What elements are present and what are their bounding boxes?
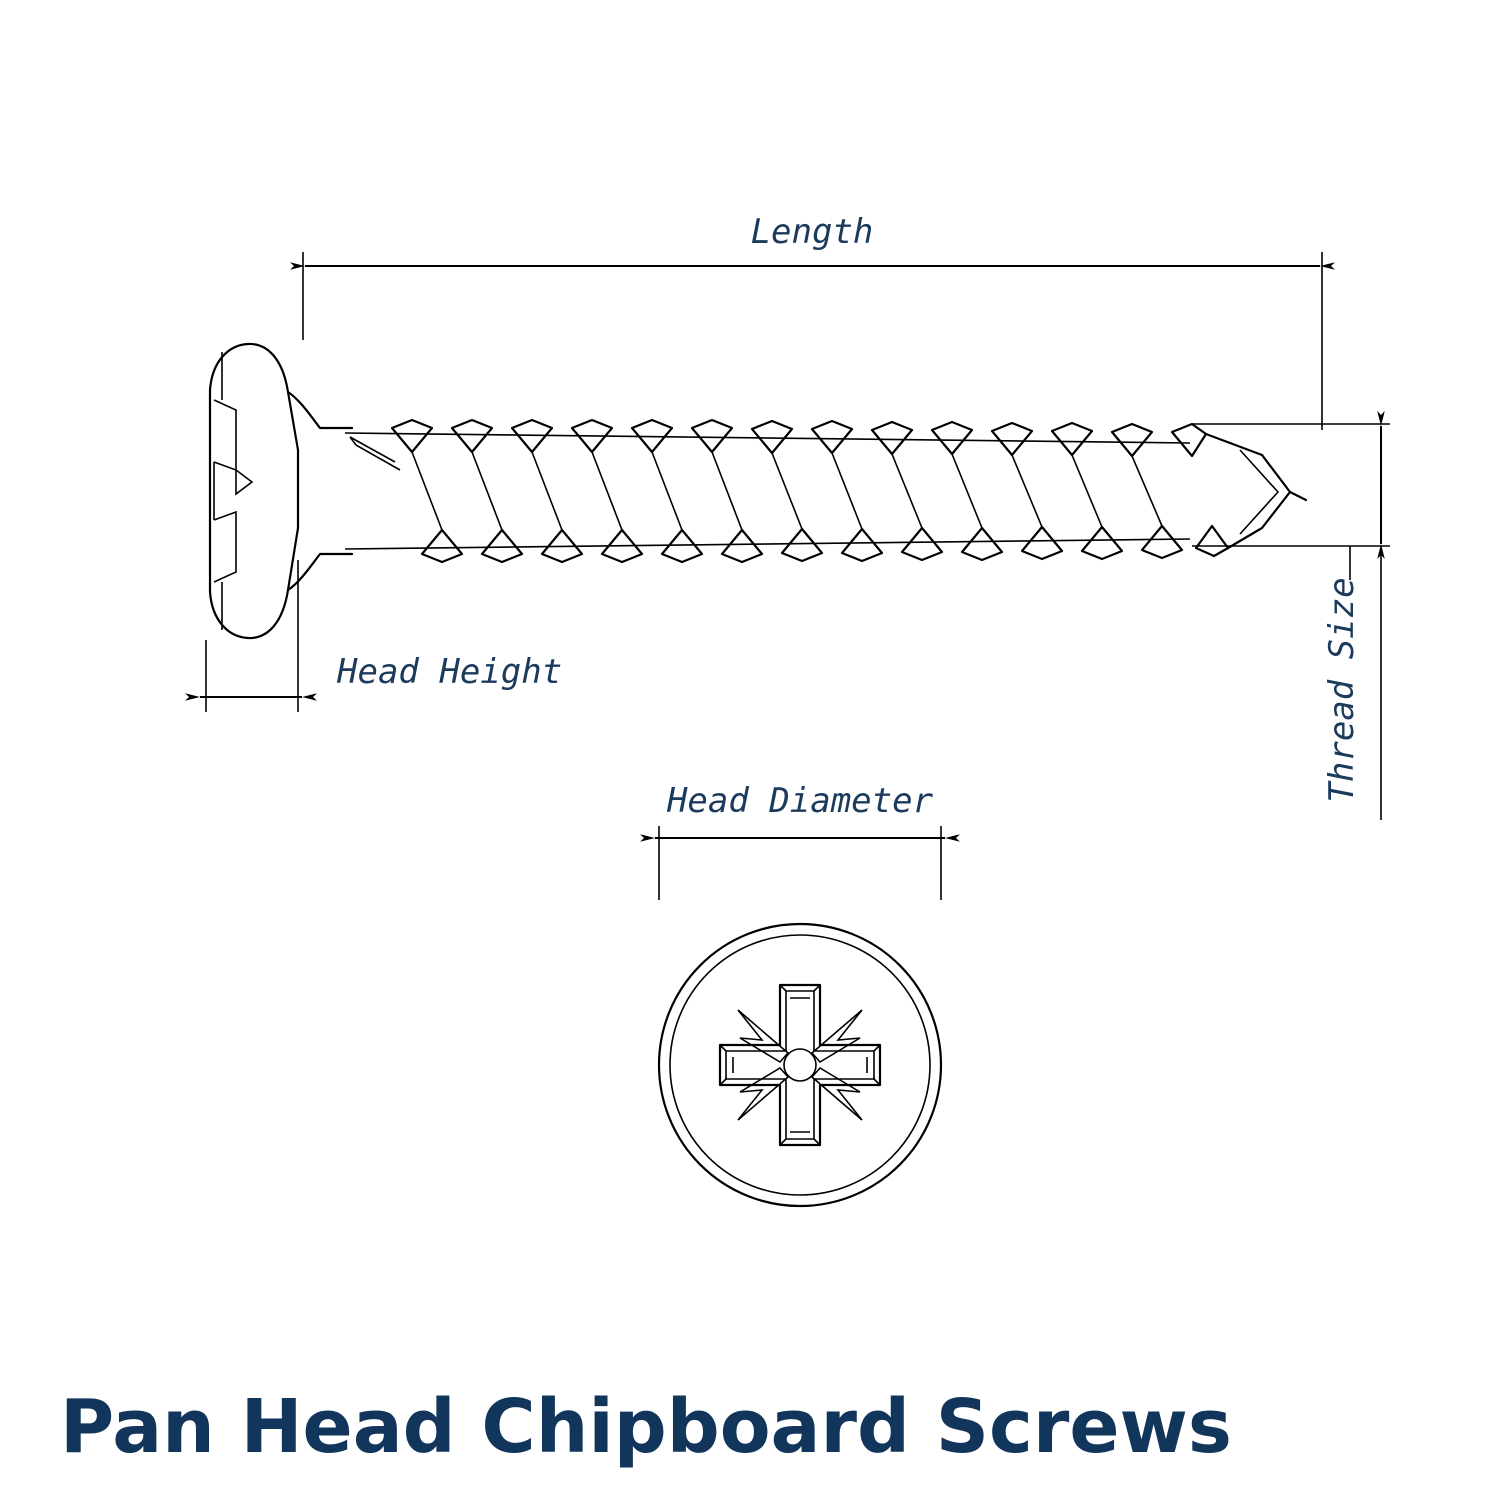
head-height-label: Head Height [337,652,563,692]
thread-size-label: Thread Size [1322,577,1362,803]
thread-size-dimension [1192,424,1390,820]
head-height-dimension [200,560,562,712]
screw-top-view [659,924,941,1206]
head-diameter-label: Head Diameter [666,781,934,821]
head-diameter-dimension [655,781,945,900]
length-dimension [303,212,1322,430]
length-label: Length [750,212,874,252]
screw-side-view [210,344,1306,638]
page-title: Pan Head Chipboard Screws [60,1384,1232,1470]
